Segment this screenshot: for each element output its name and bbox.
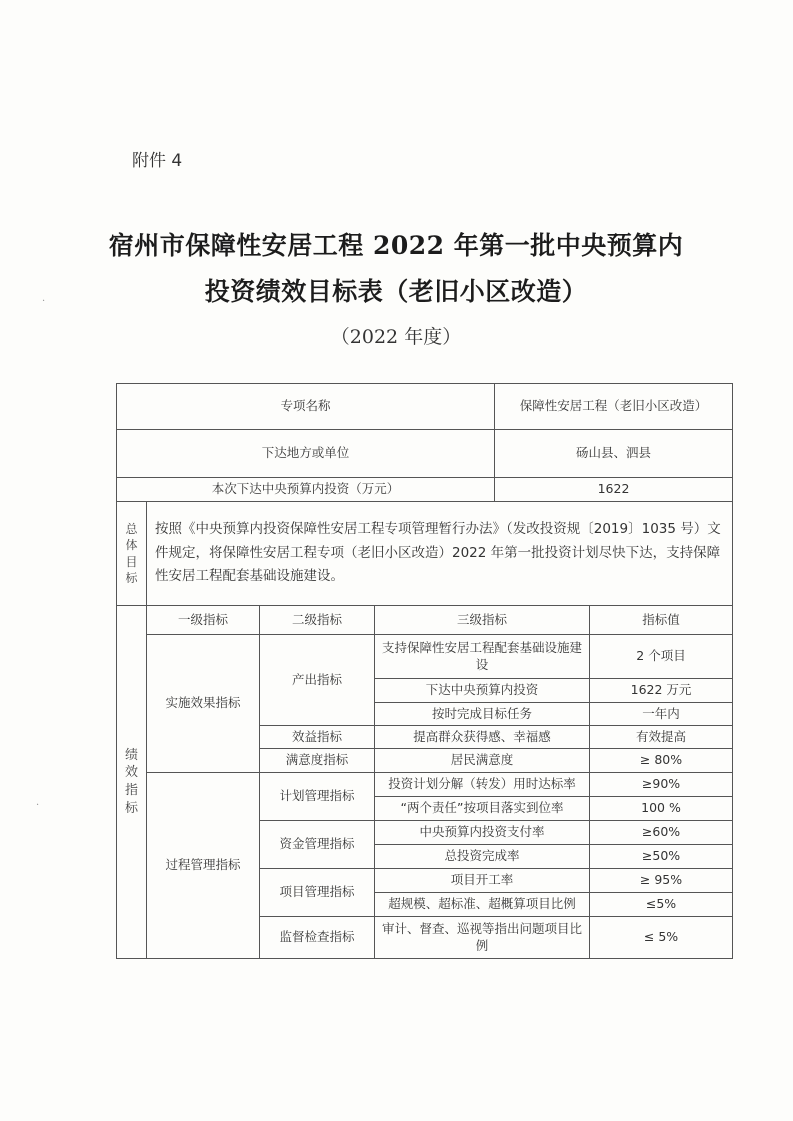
- level2-plan: 计划管理指标: [260, 773, 375, 821]
- document-title-line-1: 宿州市保障性安居工程 2022 年第一批中央预算内: [108, 231, 684, 260]
- level2-satisfaction: 满意度指标: [260, 749, 375, 773]
- project-name-label: 专项名称: [117, 384, 495, 430]
- scan-speck: ·: [36, 800, 40, 811]
- table-header-row: [117, 606, 733, 635]
- project-name-value: 保障性安居工程（老旧小区改造）: [495, 384, 733, 430]
- indicator-cell: 按时完成目标任务: [375, 703, 590, 726]
- indicator-cell: 居民满意度: [375, 749, 590, 773]
- indicator-cell: 下达中央预算内投资: [375, 679, 590, 703]
- table-row: [117, 635, 733, 679]
- indicator-cell: 超规模、超标准、超概算项目比例: [375, 893, 590, 917]
- indicator-cell: 中央预算内投资支付率: [375, 821, 590, 845]
- indicator-cell: 提高群众获得感、幸福感: [375, 726, 590, 749]
- value-cell: 一年内: [590, 703, 733, 726]
- table-row: [117, 502, 733, 606]
- investment-value: 1622: [495, 478, 733, 502]
- unit-value: 砀山县、泗县: [495, 430, 733, 478]
- header-level2: 二级指标: [260, 606, 375, 635]
- value-cell: 有效提高: [590, 726, 733, 749]
- year-label: （2022 年度）: [330, 326, 462, 348]
- table-row: [117, 430, 733, 478]
- attachment-label: 附件 4: [132, 151, 183, 171]
- value-cell: ≥90%: [590, 773, 733, 797]
- level2-supervise: 监督检查指标: [260, 917, 375, 959]
- unit-label: 下达地方或单位: [117, 430, 495, 478]
- level1-process: 过程管理指标: [147, 773, 260, 959]
- table-row: [117, 384, 733, 430]
- value-cell: 1622 万元: [590, 679, 733, 703]
- performance-target-table: [116, 383, 733, 959]
- scan-speck: ·: [42, 296, 46, 307]
- value-cell: ≥ 80%: [590, 749, 733, 773]
- value-cell: ≥ 95%: [590, 869, 733, 893]
- goal-text: 按照《中央预算内投资保障性安居工程专项管理暂行办法》（发改投资规〔2019〕1035 号）文件规定，将保障性安居工程专项（老旧小区改造）2022 年第一批投资计划尽快下达，支持保障性安居工程配套基础设施建设。: [147, 502, 733, 606]
- level2-fund: 资金管理指标: [260, 821, 375, 869]
- value-cell: 2 个项目: [590, 635, 733, 679]
- header-value: 指标值: [590, 606, 733, 635]
- table-row: [117, 773, 733, 797]
- indicator-cell: 支持保障性安居工程配套基础设施建设: [375, 635, 590, 679]
- performance-label: 绩 效 指 标: [117, 606, 147, 959]
- level2-project: 项目管理指标: [260, 869, 375, 917]
- value-cell: ≤ 5%: [590, 917, 733, 959]
- level1-effect: 实施效果指标: [147, 635, 260, 773]
- document-title-line-2: 投资绩效目标表（老旧小区改造）: [204, 277, 588, 306]
- investment-label: 本次下达中央预算内投资（万元）: [117, 478, 495, 502]
- value-cell: 100 %: [590, 797, 733, 821]
- indicator-cell: 总投资完成率: [375, 845, 590, 869]
- indicator-cell: 项目开工率: [375, 869, 590, 893]
- indicator-cell: “两个责任”按项目落实到位率: [375, 797, 590, 821]
- indicator-cell: 审计、督查、巡视等指出问题项目比例: [375, 917, 590, 959]
- value-cell: ≥50%: [590, 845, 733, 869]
- level2-output: 产出指标: [260, 635, 375, 726]
- value-cell: ≤5%: [590, 893, 733, 917]
- value-cell: ≥60%: [590, 821, 733, 845]
- goal-label: 总 体 目 标: [117, 502, 147, 606]
- header-level3: 三级指标: [375, 606, 590, 635]
- header-level1: 一级指标: [147, 606, 260, 635]
- level2-benefit: 效益指标: [260, 726, 375, 749]
- indicator-cell: 投资计划分解（转发）用时达标率: [375, 773, 590, 797]
- table-row: [117, 478, 733, 502]
